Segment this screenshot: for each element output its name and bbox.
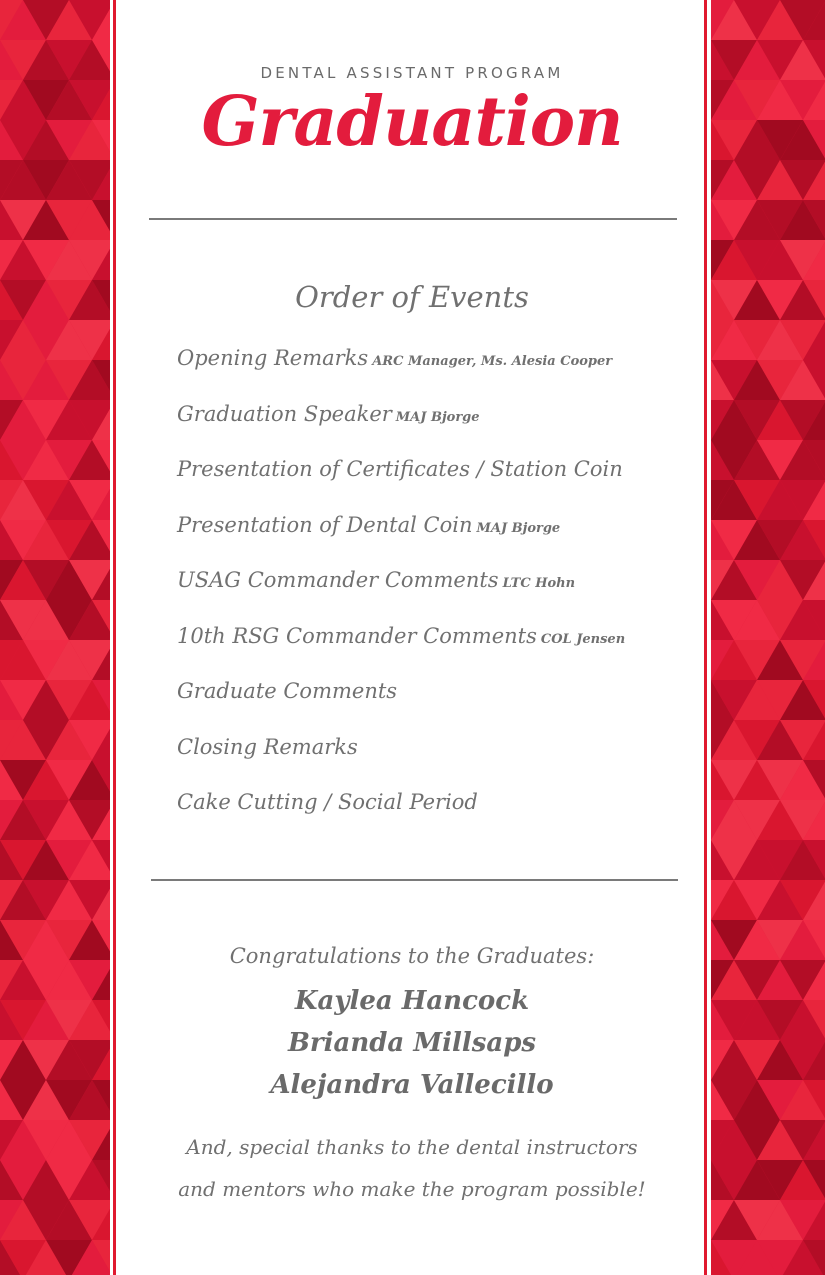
right-decorative-band xyxy=(711,0,825,1275)
graduate-name: Alejandra Vallecillo xyxy=(270,1070,554,1100)
divider-bottom xyxy=(151,879,678,881)
event-title: Graduate Comments xyxy=(177,679,398,703)
event-item xyxy=(177,396,697,452)
thanks-line: And, special thanks to the dental instructors xyxy=(186,1135,638,1159)
event-title: USAG Commander Comments xyxy=(177,568,499,592)
event-item xyxy=(177,618,697,674)
event-speaker: ARC Manager, Ms. Alesia Cooper xyxy=(372,354,613,369)
event-item xyxy=(177,562,697,618)
thanks-message xyxy=(120,1126,704,1210)
graduates-list xyxy=(120,980,704,1106)
event-speaker: MAJ Bjorge xyxy=(395,409,480,425)
event-title: Cake Cutting / Social Period xyxy=(177,790,478,814)
event-title: 10th RSG Commander Comments xyxy=(177,623,537,648)
event-item xyxy=(177,340,697,396)
program-name: DENTAL ASSISTANT PROGRAM xyxy=(260,64,564,82)
thanks-line: and mentors who make the program possible! xyxy=(178,1177,646,1201)
order-of-events-heading: Order of Events xyxy=(295,280,529,314)
event-item xyxy=(177,507,697,563)
event-speaker: COL Jensen xyxy=(540,631,626,647)
event-item xyxy=(177,729,697,785)
event-item xyxy=(177,784,697,840)
event-speaker: MAJ Bjorge xyxy=(476,520,561,536)
event-item xyxy=(177,673,697,729)
graduate-name: Kaylea Hancock xyxy=(294,986,530,1016)
event-title: Presentation of Dental Coin xyxy=(177,512,473,537)
event-title: Opening Remarks xyxy=(177,346,369,370)
event-speaker: LTC Hohn xyxy=(502,576,576,591)
events-list xyxy=(177,340,697,840)
right-accent-stripe xyxy=(704,0,707,1275)
event-item xyxy=(177,451,697,507)
event-title: Graduation Speaker xyxy=(177,401,392,426)
divider-top xyxy=(149,218,677,220)
page-title: Graduation xyxy=(201,82,623,162)
left-decorative-band xyxy=(0,0,110,1275)
event-title: Closing Remarks xyxy=(177,734,358,759)
graduate-name: Brianda Millsaps xyxy=(287,1028,537,1058)
program-panel xyxy=(120,0,704,1275)
left-accent-stripe xyxy=(113,0,116,1275)
congratulations-lead: Congratulations to the Graduates: xyxy=(229,944,595,968)
triangle-pattern-right xyxy=(711,0,825,1275)
event-title: Presentation of Certificates / Station Coin xyxy=(177,457,623,481)
triangle-pattern-left xyxy=(0,0,110,1275)
